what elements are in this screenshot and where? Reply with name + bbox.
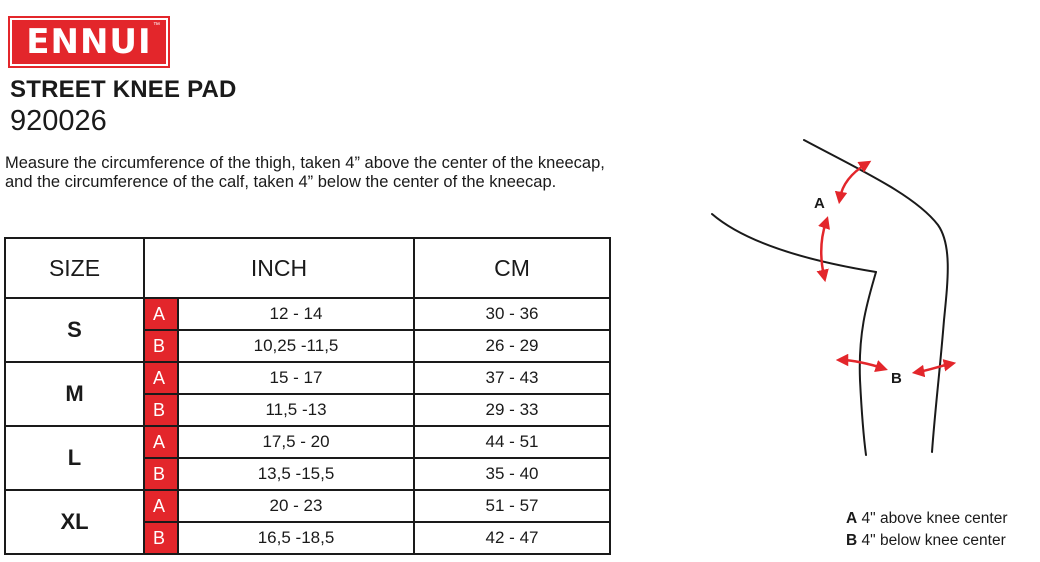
legend-text-b: 4" below knee center [861, 532, 1006, 549]
inch-value: 12 - 14 [178, 298, 414, 330]
measure-b-tag: B [144, 522, 178, 554]
measurement-description: Measure the circumference of the thigh, taken 4” above the center of the kneecap, and the circumference of the calf, taken 4” below the center of the kneecap. [5, 154, 605, 191]
legend-item-b [846, 530, 1007, 552]
cm-value: 44 - 51 [414, 426, 610, 458]
brand-logo-text: ENNUI [26, 22, 152, 62]
cm-value: 51 - 57 [414, 490, 610, 522]
knee-diagram [700, 130, 980, 470]
diagram-label-b: B [891, 370, 902, 387]
brand-logo [10, 18, 168, 66]
cm-value: 26 - 29 [414, 330, 610, 362]
inch-value: 15 - 17 [178, 362, 414, 394]
size-label: L [5, 426, 144, 490]
cm-value: 29 - 33 [414, 394, 610, 426]
inch-value: 10,25 -11,5 [178, 330, 414, 362]
table-header-row [5, 238, 610, 298]
cm-value: 37 - 43 [414, 362, 610, 394]
legend-key-a: A [846, 510, 858, 527]
size-label: M [5, 362, 144, 426]
leg-outline [712, 140, 948, 455]
inch-value: 17,5 - 20 [178, 426, 414, 458]
legend-text-a: 4" above knee center [861, 510, 1008, 527]
table-row [5, 426, 610, 458]
inch-value: 20 - 23 [178, 490, 414, 522]
table-row [5, 490, 610, 522]
size-table [4, 237, 611, 555]
measure-a-tag: A [144, 426, 178, 458]
inch-value: 13,5 -15,5 [178, 458, 414, 490]
table-row [5, 298, 610, 330]
cm-value: 30 - 36 [414, 298, 610, 330]
trademark-mark: ™ [153, 22, 160, 29]
measure-a-tag: A [144, 362, 178, 394]
measure-a-tag: A [144, 490, 178, 522]
measurement-legend [846, 508, 1007, 552]
legend-key-b: B [846, 532, 858, 549]
header-size: SIZE [5, 238, 144, 298]
table-row [5, 362, 610, 394]
header-cm: CM [414, 238, 610, 298]
product-code: 920026 [10, 105, 107, 137]
legend-item-a [846, 508, 1007, 530]
size-label: XL [5, 490, 144, 554]
measure-arrows [821, 164, 950, 372]
size-label: S [5, 298, 144, 362]
cm-value: 42 - 47 [414, 522, 610, 554]
inch-value: 16,5 -18,5 [178, 522, 414, 554]
diagram-label-a: A [814, 195, 825, 212]
measure-b-tag: B [144, 458, 178, 490]
measure-b-tag: B [144, 330, 178, 362]
measure-a-tag: A [144, 298, 178, 330]
header-inch: INCH [144, 238, 414, 298]
cm-value: 35 - 40 [414, 458, 610, 490]
product-title: STREET KNEE PAD [10, 76, 237, 103]
measure-b-tag: B [144, 394, 178, 426]
inch-value: 11,5 -13 [178, 394, 414, 426]
